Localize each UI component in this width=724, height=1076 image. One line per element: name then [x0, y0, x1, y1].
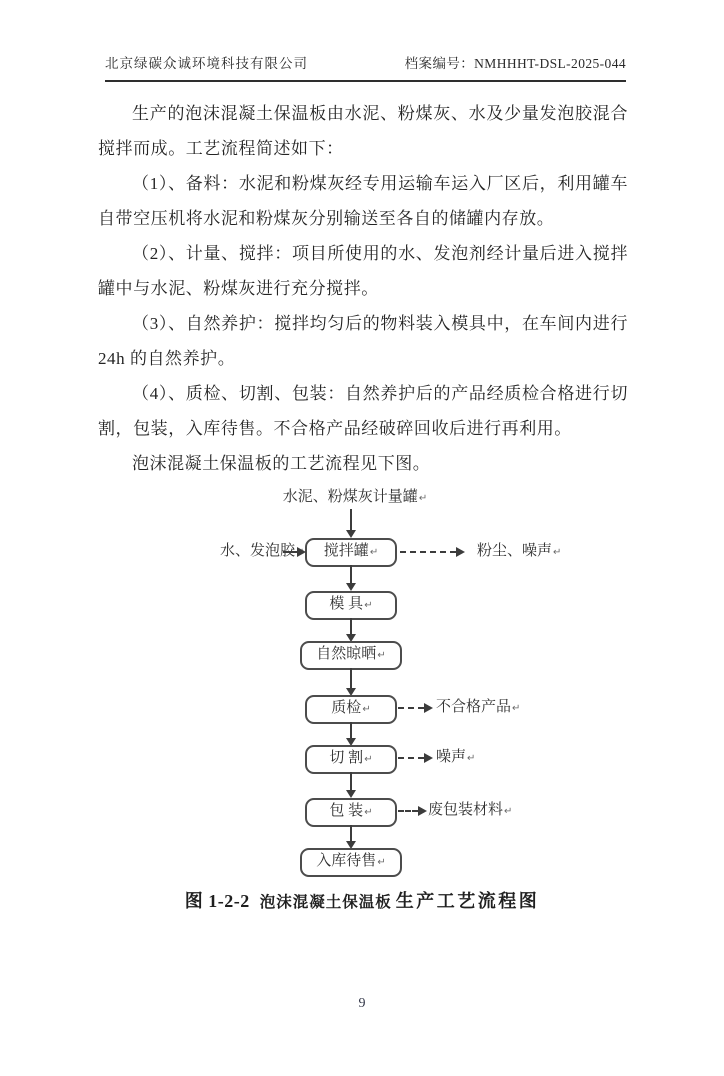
return-mark-icon: ↵ — [377, 650, 386, 661]
flow-node-packaging: 包 装↵ — [305, 798, 397, 827]
flow-node-mold: 模 具↵ — [305, 591, 397, 620]
flow-arrow-down-7 — [350, 825, 352, 841]
flow-output-dust-noise: 粉尘、噪声↵ — [477, 543, 562, 559]
flow-input-label: 水、发泡胶↵ — [220, 543, 305, 559]
return-mark-icon: ↵ — [364, 754, 373, 765]
flow-arrow-dashed-4 — [398, 810, 418, 812]
return-mark-icon: ↵ — [467, 753, 476, 764]
return-mark-icon: ↵ — [504, 806, 513, 817]
figure-caption — [0, 887, 724, 913]
paragraph-flow-intro: 泡沫混凝土保温板的工艺流程见下图。 — [132, 454, 431, 473]
flow-arrow-down-1 — [350, 509, 352, 530]
paragraph-step-4: （4）、质检、切割、包装：自然养护后的产品经质检合格进行切割，包装，入库待售。不合格产品经破碎回收后进行再利用。 — [98, 384, 628, 438]
paragraph-step-2: （2）、计量、搅拌：项目所使用的水、发泡剂经计量后进入搅拌罐中与水泥、粉煤灰进行充分搅拌。 — [98, 244, 628, 298]
return-mark-icon: ↵ — [418, 493, 428, 504]
process-flowchart — [0, 486, 724, 878]
flow-output-noise: 噪声↵ — [436, 749, 476, 765]
flow-output-rejected-product: 不合格产品↵ — [436, 699, 521, 715]
return-mark-icon: ↵ — [377, 857, 386, 868]
return-mark-icon: ↵ — [553, 547, 562, 558]
return-mark-icon: ↵ — [369, 547, 379, 558]
return-mark-icon: ↵ — [362, 704, 371, 715]
flow-arrow-down-4 — [350, 668, 352, 688]
paragraph-intro: 生产的泡沫混凝土保温板由水泥、粉煤灰、水及少量发泡胶混合搅拌而成。工艺流程简述如下： — [98, 104, 628, 158]
flow-arrow-input — [283, 551, 297, 553]
flow-arrow-down-5 — [350, 722, 352, 738]
flow-node-storage-for-sale: 入库待售↵ — [300, 848, 402, 877]
figure-title: 生产工艺流程图 — [395, 891, 540, 911]
return-mark-icon: ↵ — [296, 547, 305, 558]
flow-arrow-dashed-3 — [398, 757, 424, 759]
flow-source-label: 水泥、粉煤灰计量罐↵ — [282, 489, 428, 505]
header-company-name: 北京绿碳众诚环境科技有限公司 — [105, 56, 308, 71]
archive-label: 档案编号： — [404, 56, 475, 71]
flow-arrow-down-3 — [350, 618, 352, 634]
page-header — [105, 52, 626, 82]
flow-node-natural-drying: 自然晾晒↵ — [300, 641, 402, 670]
paragraph-step-3: （3）、自然养护：搅拌均匀后的物料装入模具中，在车间内进行 24h 的自然养护。 — [98, 314, 628, 368]
flow-node-quality-check: 质检↵ — [305, 695, 397, 724]
header-archive-number — [405, 52, 626, 72]
flow-arrow-down-2 — [350, 565, 352, 583]
page-number: 9 — [358, 996, 366, 1011]
flow-node-cutting: 切 割↵ — [305, 745, 397, 774]
figure-number: 图 1-2-2 — [184, 891, 250, 911]
flow-arrow-dashed-1 — [400, 551, 456, 553]
flow-arrow-dashed-2 — [398, 707, 424, 709]
document-body — [98, 96, 628, 481]
return-mark-icon: ↵ — [364, 600, 373, 611]
return-mark-icon: ↵ — [364, 807, 373, 818]
flow-arrow-down-6 — [350, 772, 352, 790]
archive-number: NMHHHT-DSL-2025-044 — [474, 56, 626, 71]
flow-node-mixing-tank: 搅拌罐↵ — [305, 538, 397, 567]
figure-subject: 泡沫混凝土保温板 — [259, 894, 392, 911]
paragraph-step-1: （1）、备料：水泥和粉煤灰经专用运输车运入厂区后，利用罐车自带空压机将水泥和粉煤灰分别输送至各自的储罐内存放。 — [98, 174, 628, 228]
return-mark-icon: ↵ — [512, 703, 521, 714]
flow-output-waste-packaging: 废包装材料↵ — [428, 802, 513, 818]
